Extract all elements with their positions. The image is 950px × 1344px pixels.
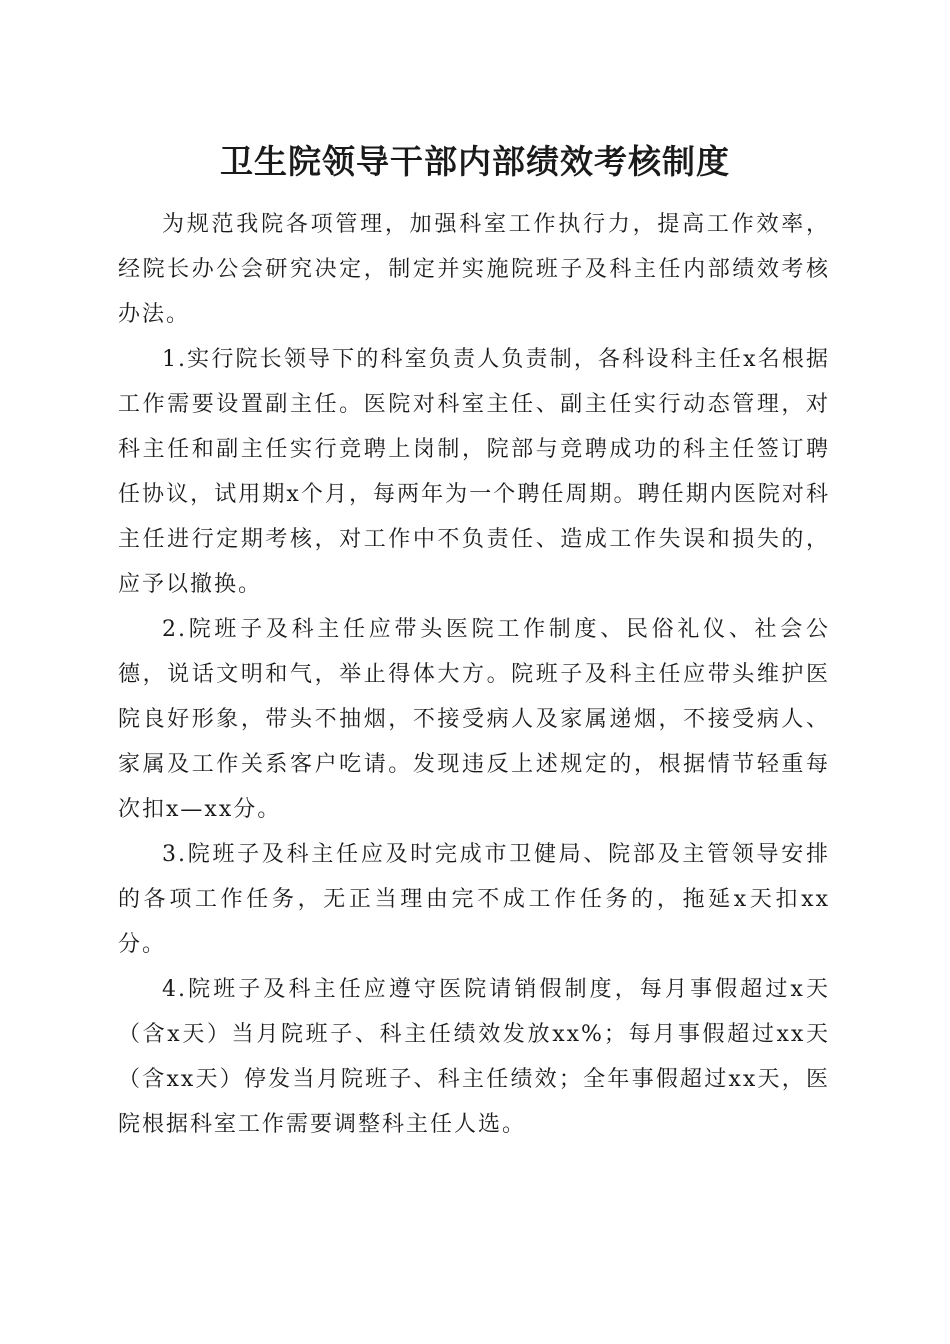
clause-1-paragraph: 1.实行院长领导下的科室负责人负责制，各科设科主任x名根据工作需要设置副主任。医院对科室主任、副主任实行动态管理，对科主任和副主任实行竞聘上岗制，院部与竞聘成功的科主任签订聘任协议，试用期x个月，每两年为一个聘任周期。聘任期内医院对科主任进行定期考核，对工作中不负责任、造成工作失误和损失的，应予以撤换。 (118, 347, 830, 597)
clause-4-paragraph: 4.院班子及科主任应遵守医院请销假制度，每月事假超过x天（含x天）当月院班子、科主任绩效发放xx%；每月事假超过xx天（含xx天）停发当月院班子、科主任绩效；全年事假超过xx天，医院根据科室工作需要调整科主任人选。 (118, 977, 830, 1137)
clause-2-paragraph: 2.院班子及科主任应带头医院工作制度、民俗礼仪、社会公德，说话文明和气，举止得体大方。院班子及科主任应带头维护医院良好形象，带头不抽烟，不接受病人及家属递烟，不接受病人、家属及工作关系客户吃请。发现违反上述规定的，根据情节轻重每次扣x—xx分。 (118, 617, 830, 822)
intro-paragraph: 为规范我院各项管理，加强科室工作执行力，提高工作效率，经院长办公会研究决定，制定并实施院班子及科主任内部绩效考核办法。 (118, 212, 830, 327)
document-title: 卫生院领导干部内部绩效考核制度 (220, 142, 730, 181)
document-body (118, 202, 830, 1147)
clause-3-paragraph: 3.院班子及科主任应及时完成市卫健局、院部及主管领导安排的各项工作任务，无正当理由完不成工作任务的，拖延x天扣xx分。 (118, 842, 830, 957)
